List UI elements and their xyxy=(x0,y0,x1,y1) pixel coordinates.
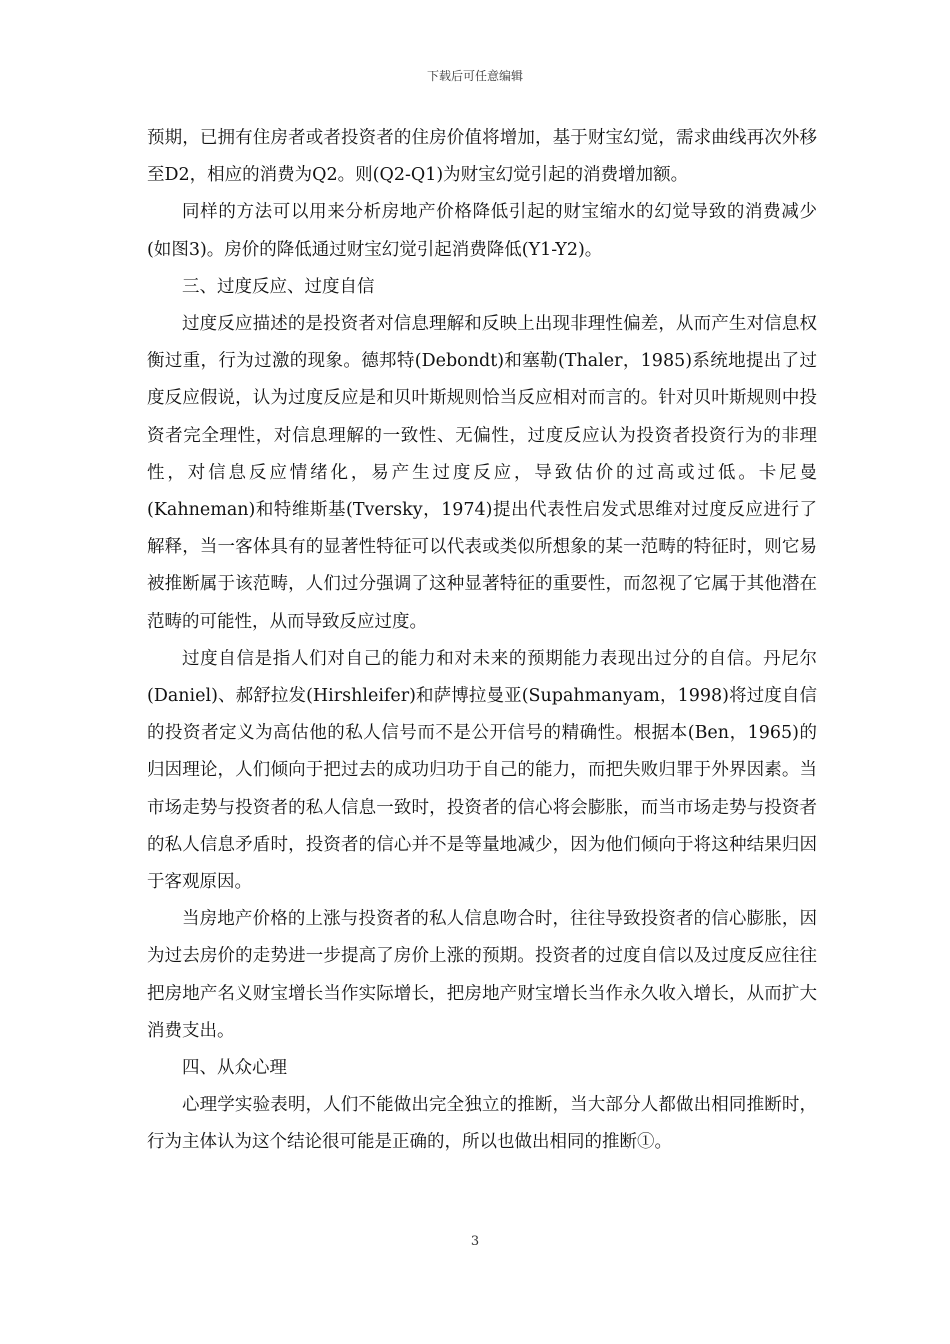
page-number: 3 xyxy=(470,1234,480,1249)
paragraph: 过度自信是指人们对自己的能力和对未来的预期能力表现出过分的自信。丹尼尔(Daniel)、郝舒拉发(Hirshleifer)和萨博拉曼亚(Supahmanyam，1998)将过度自信的投资者定义为高估他的私人信号而不是公开信号的精确性。根据本(Ben，1965)的归因理论，人们倾向于把过去的成功归功于自己的能力，而把失败归罪于外界因素。当市场走势与投资者的私人信息一致时，投资者的信心将会膨胀，而当市场走势与投资者的私人信息矛盾时，投资者的信心并不是等量地减少，因为他们倾向于将这种结果归因于客观原因。 xyxy=(147,648,817,893)
paragraph: 同样的方法可以用来分析房地产价格降低引起的财宝缩水的幻觉导致的消费减少(如图3)。房价的降低通过财宝幻觉引起消费降低(Y1-Y2)。 xyxy=(147,202,817,260)
page-header: 下载后可任意编辑 xyxy=(426,69,523,83)
paragraph: 心理学实验表明，人们不能做出完全独立的推断，当大部分人都做出相同推断时，行为主体认为这个结论很可能是正确的，所以也做出相同的推断①。 xyxy=(147,1095,817,1153)
paragraph: 当房地产价格的上涨与投资者的私人信息吻合时，往往导致投资者的信心膨胀，因为过去房价的走势进一步提高了房价上涨的预期。投资者的过度自信以及过度反应往往把房地产名义财宝增长当作实际增长，把房地产财宝增长当作永久收入增长，从而扩大消费支出。 xyxy=(147,909,817,1041)
paragraph-continuation: 预期，已拥有住房者或者投资者的住房价值将增加，基于财宝幻觉，需求曲线再次外移至D2，相应的消费为Q2。则(Q2-Q1)为财宝幻觉引起的消费增加额。 xyxy=(147,128,817,186)
paragraph: 过度反应描述的是投资者对信息理解和反映上出现非理性偏差，从而产生对信息权衡过重，行为过激的现象。德邦特(Debondt)和塞勒(Thaler，1985)系统地提出了过度反应假说，认为过度反应是和贝叶斯规则恰当反应相对而言的。针对贝叶斯规则中投资者完全理性，对信息理解的一致性、无偏性，过度反应认为投资者投资行为的非理性，对信息反应情绪化，易产生过度反应，导致估价的过高或过低。卡尼曼(Kahneman)和特维斯基(Tversky，1974)提出代表性启发式思维对过度反应进行了解释，当一客体具有的显著性特征可以代表或类似所想象的某一范畴的特征时，则它易被推断属于该范畴，人们过分强调了这种显著特征的重要性，而忽视了它属于其他潜在范畴的可能性，从而导致反应过度。 xyxy=(147,314,817,632)
section-heading-overreaction: 三、过度反应、过度自信 xyxy=(182,276,375,297)
section-heading-herding: 四、从众心理 xyxy=(182,1058,287,1079)
document-body xyxy=(147,120,817,1162)
